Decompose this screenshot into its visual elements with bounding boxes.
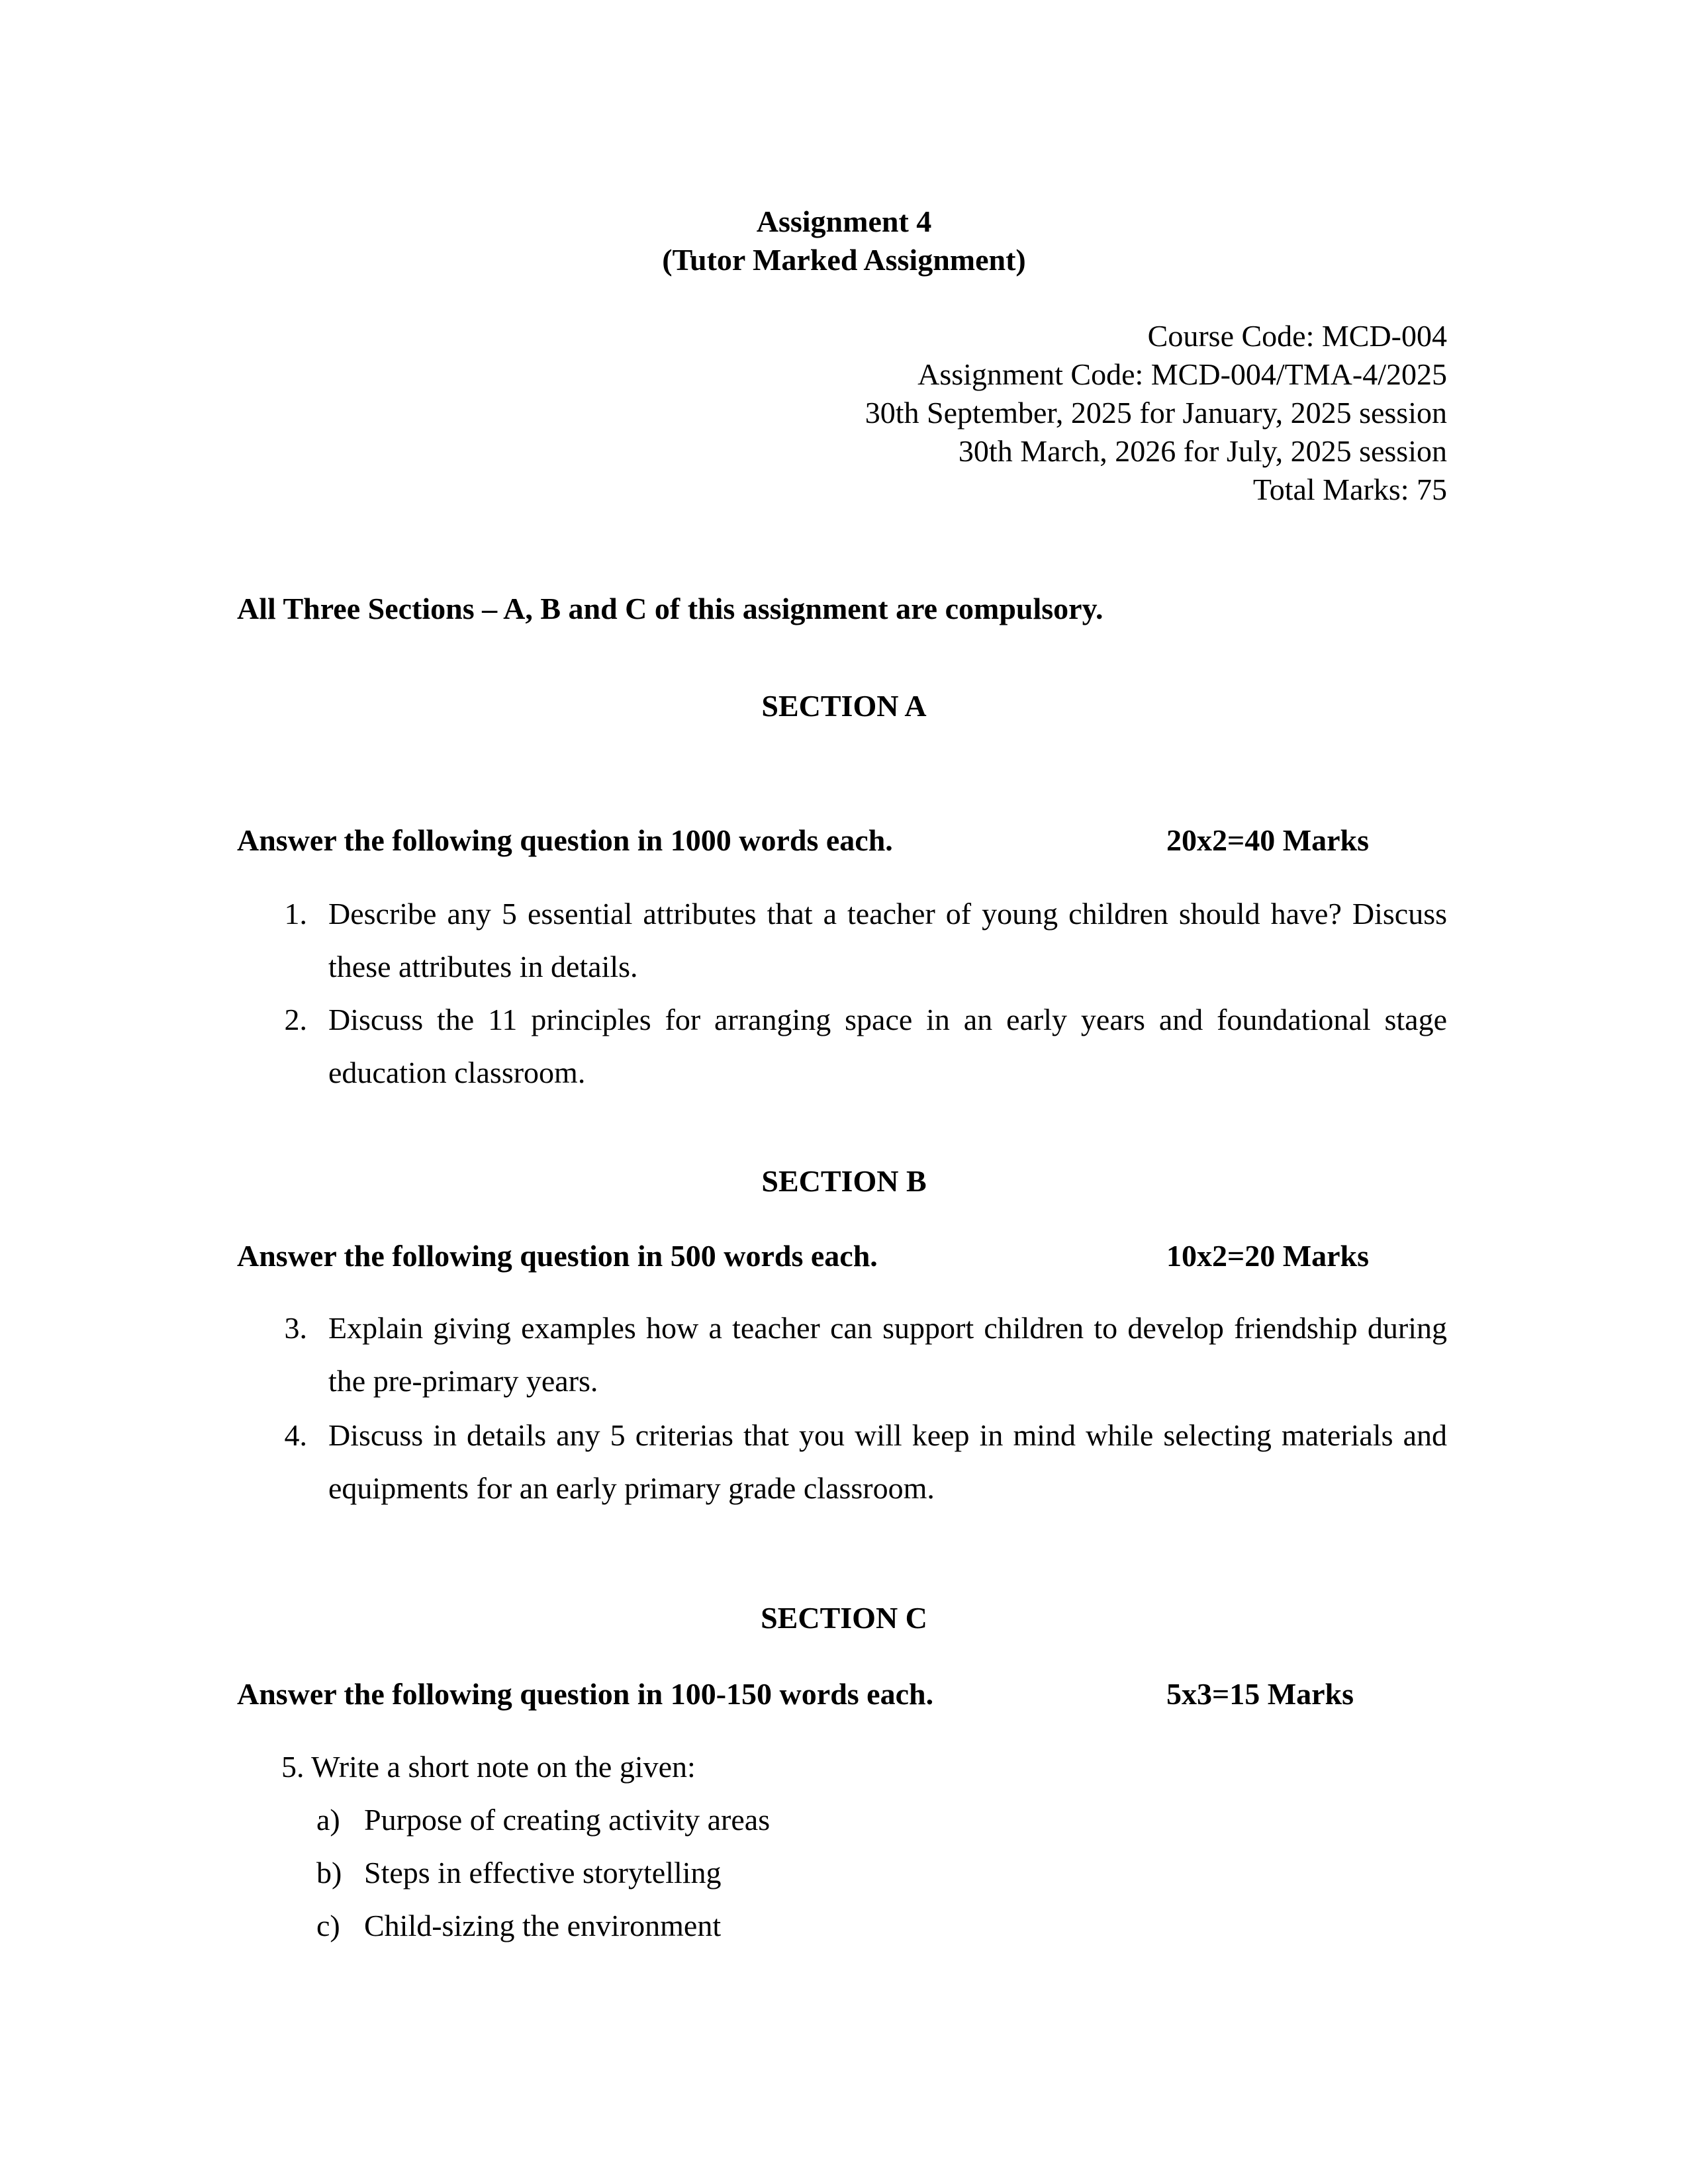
section-c-title: SECTION C [761,1601,927,1635]
question-3-line-2: the pre-primary years. [328,1364,598,1398]
question-4-number: 4. [284,1418,307,1452]
assignment-code: Assignment Code: MCD-004/TMA-4/2025 [917,357,1447,391]
total-marks: Total Marks: 75 [1252,473,1447,506]
section-a-marks: 20x2=40 Marks [1166,823,1370,857]
sub-item-b-letter: b) [316,1856,342,1889]
sub-item-a-text: Purpose of creating activity areas [364,1803,771,1837]
question-1-line-2: these attributes in details. [328,950,638,983]
question-2-line-2: education classroom. [328,1056,586,1089]
section-a-title: SECTION A [761,689,927,723]
document-title: Assignment 4 [756,205,932,238]
section-c-instruction: Answer the following question in 100-150 words each. [237,1677,934,1711]
sub-item-b-text: Steps in effective storytelling [364,1856,722,1889]
document-subtitle: (Tutor Marked Assignment) [662,243,1026,277]
question-3-number: 3. [284,1311,307,1345]
section-b-title: SECTION B [761,1164,927,1198]
question-1-line-1: Describe any 5 essential attributes that a teacher of young children should have? Discuss [328,897,1447,931]
sub-item-c-letter: c) [316,1909,340,1942]
question-2-line-1: Discuss the 11 principles for arranging space in an early years and foundational stage [328,1003,1447,1036]
sub-item-c-text: Child-sizing the environment [364,1909,722,1942]
course-code: Course Code: MCD-004 [1147,319,1447,353]
section-a-instruction: Answer the following question in 1000 words each. [237,823,893,857]
question-2-number: 2. [284,1003,307,1036]
question-4-line-1: Discuss in details any 5 criterias that you will keep in mind while selecting materials and [328,1418,1447,1452]
question-3-line-1: Explain giving examples how a teacher can support children to develop friendship during [328,1311,1447,1345]
question-5: 5. Write a short note on the given: [281,1750,696,1784]
question-1-number: 1. [284,897,307,931]
section-c-marks: 5x3=15 Marks [1166,1677,1354,1711]
deadline-january-session: 30th September, 2025 for January, 2025 session [865,396,1447,430]
question-4-line-2: equipments for an early primary grade classroom. [328,1471,935,1505]
section-b-marks: 10x2=20 Marks [1166,1239,1370,1273]
sub-item-a-letter: a) [316,1803,340,1837]
section-b-instruction: Answer the following question in 500 words each. [237,1239,878,1273]
deadline-july-session: 30th March, 2026 for July, 2025 session [958,434,1447,468]
general-instruction: All Three Sections – A, B and C of this assignment are compulsory. [237,592,1103,625]
